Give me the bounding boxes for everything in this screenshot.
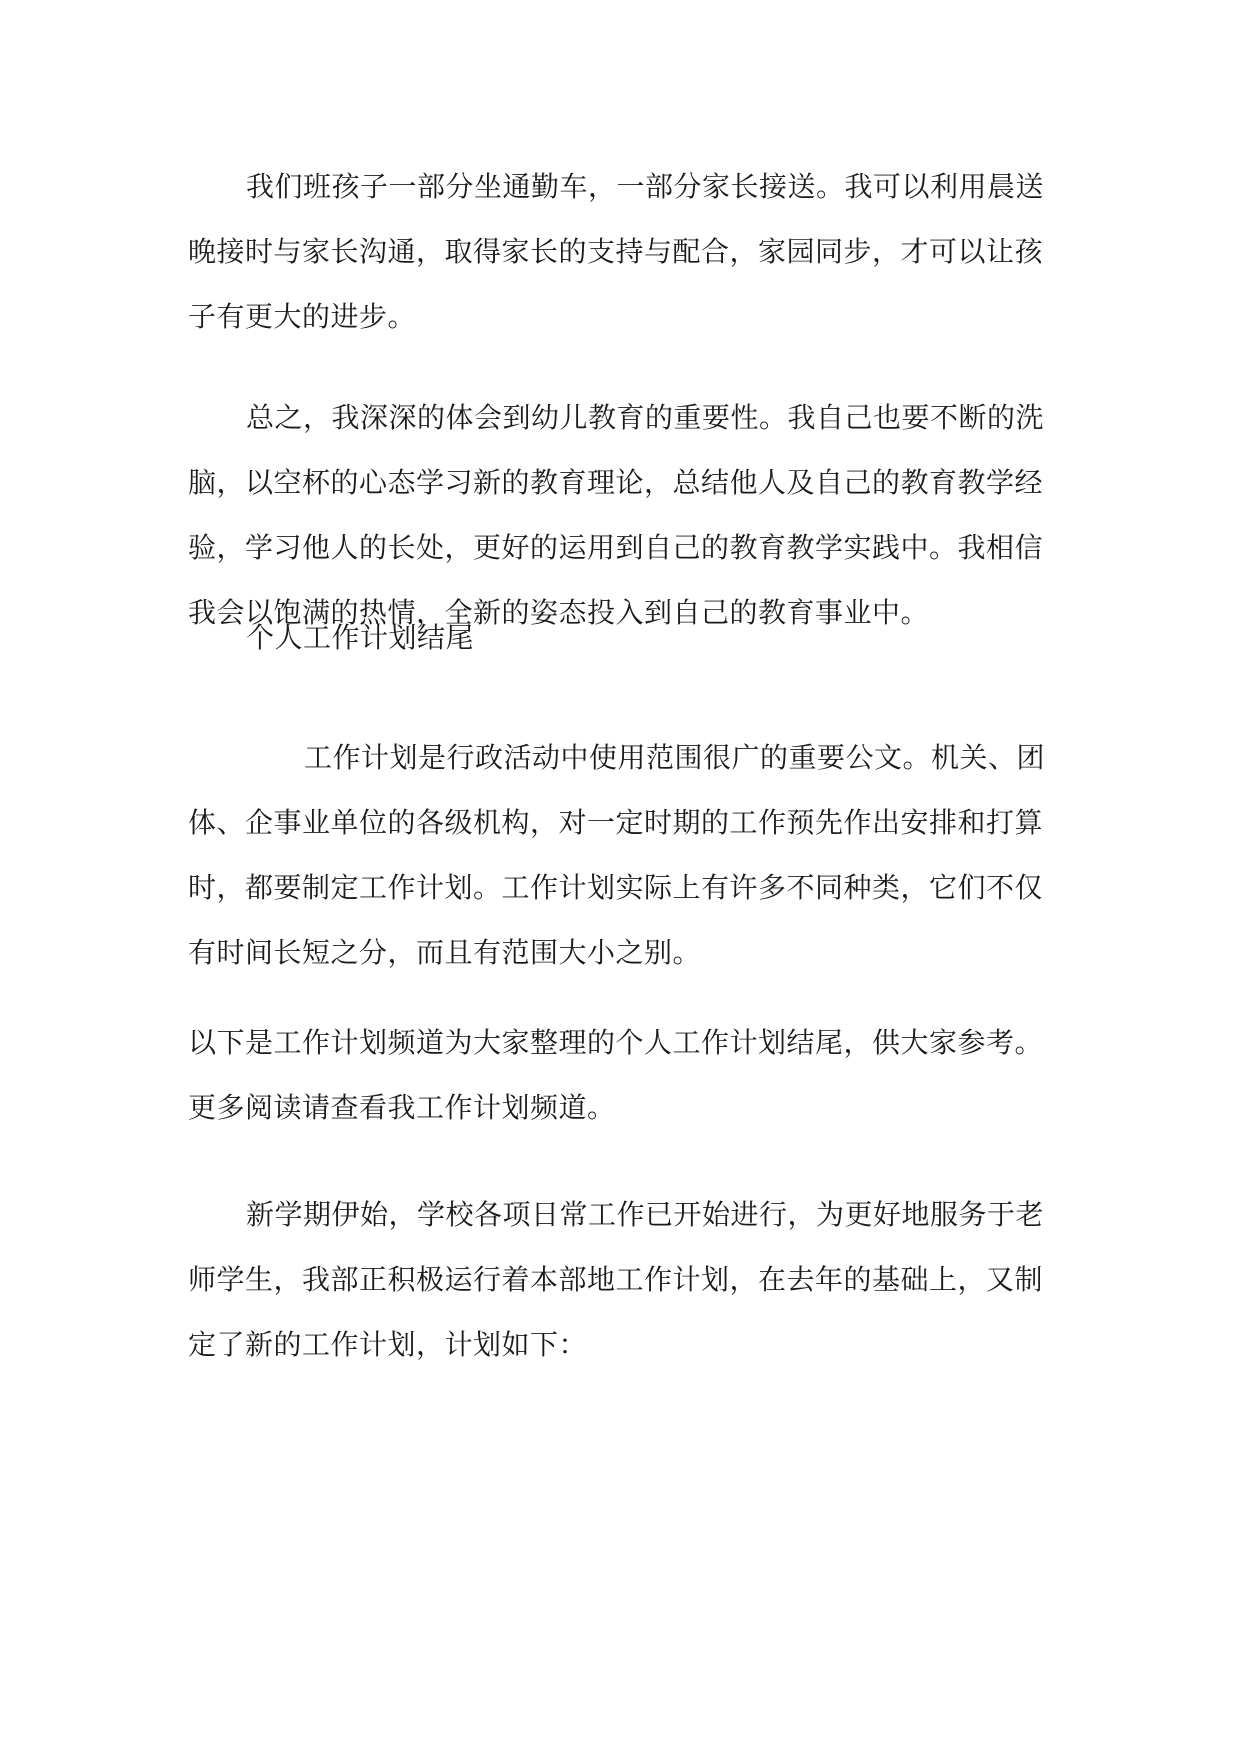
paragraph-channel-note: 以下是工作计划频道为大家整理的个人工作计划结尾，供大家参考。更多阅读请查看我工作计划频道。 <box>188 1026 1044 1124</box>
paragraph-conclusion: 总之，我深深的体会到幼儿教育的重要性。我自己也要不断的洗脑，以空杯的心态学习新的教育理论，总结他人及自己的教育教学经验，学习他人的长处，更好的运用到自己的教育教学实践中。我相信我会以饱满的热情，全新的姿态投入到自己的教育事业中。 <box>188 401 1045 629</box>
paragraph-new-semester: 新学期伊始，学校各项日常工作已开始进行，为更好地服务于老师学生，我部正积极运行着本部地工作计划，在去年的基础上，又制定了新的工作计划，计划如下： <box>188 1198 1045 1361</box>
paragraph-work-plan-intro: 工作计划是行政活动中使用范围很广的重要公文。机关、团体、企事业单位的各级机构，对一定时期的工作预先作出安排和打算时，都要制定工作计划。工作计划实际上有许多不同种类，它们不仅有时间长短之分，而且有范围大小之别。 <box>188 741 1046 969</box>
section-heading: 个人工作计划结尾 <box>246 621 475 654</box>
paragraph-family-communication: 我们班孩子一部分坐通勤车，一部分家长接送。我可以利用晨送晚接时与家长沟通，取得家长的支持与配合，家园同步，才可以让孩子有更大的进步。 <box>188 170 1045 333</box>
